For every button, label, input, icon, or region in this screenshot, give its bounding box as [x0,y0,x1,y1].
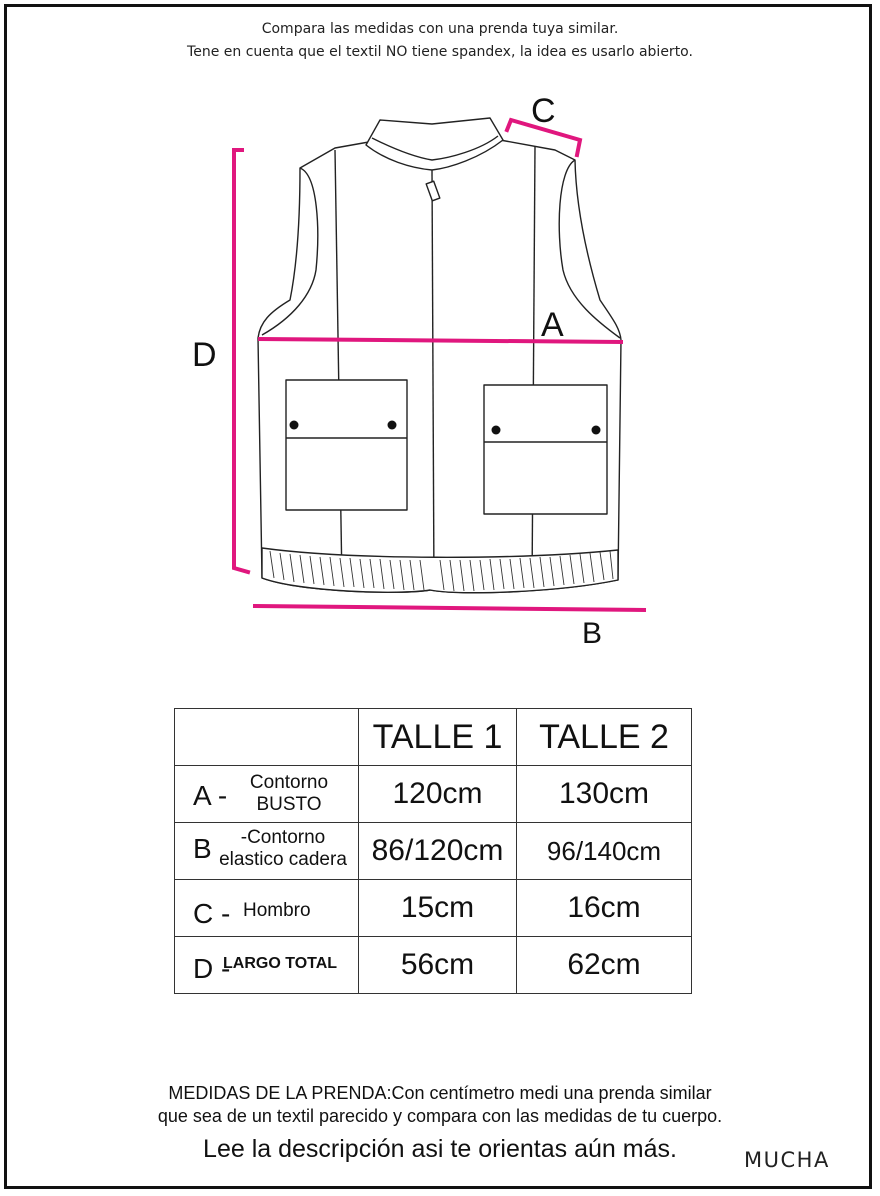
cell-talle-2: 96/140cm [517,823,692,880]
size-table-header [175,709,692,766]
cell-talle-2: 130cm [517,766,692,823]
cell-talle-2: 62cm [517,937,692,994]
row-letter: D - [193,953,231,984]
table-row [175,823,692,880]
header-talle-2: TALLE 2 [517,709,692,766]
row-name: -Contorno [240,827,326,848]
row-letter: C - [193,898,231,929]
row-label [175,766,359,823]
footer-line-2: que sea de un textil parecido y compara con las medidas de tu cuerpo. [157,1106,723,1126]
footer-line-3: Lee la descripción asi te orientas aún más. [203,1135,677,1163]
cell-talle-1: 120cm [359,766,517,823]
instruction-line-1: Compara las medidas con una prenda tuya similar. [261,21,619,37]
label-d: D [192,336,217,374]
empty-header-cell [175,709,359,766]
button-dot [388,421,397,430]
footer-line-1: MEDIDAS DE LA PRENDA:Con centímetro medi una prenda similar [168,1083,712,1103]
button-dot [592,426,601,435]
brand-logo: MUCHA [744,1148,830,1172]
measure-b-line [255,606,644,610]
row-name-2: BUSTO [256,794,322,815]
cell-talle-1: 56cm [359,937,517,994]
row-name-2: elastico cadera [219,849,347,870]
row-name: Hombro [243,900,311,921]
row-label [175,880,359,937]
table-row [175,766,692,823]
row-letter: A - [193,780,228,811]
label-b: B [582,617,603,650]
cell-talle-1: 86/120cm [359,823,517,880]
button-dot [492,426,501,435]
row-label [175,937,359,994]
size-table [174,708,692,994]
row-name: LARGO TOTAL [223,955,338,972]
vest-outline [258,118,621,593]
table-row [175,937,692,994]
cell-talle-2: 16cm [517,880,692,937]
row-label [175,823,359,880]
measure-d-line [234,150,248,572]
header-talle-1: TALLE 1 [359,709,517,766]
row-name: Contorno [249,772,329,793]
row-letter: B [193,833,212,864]
instruction-line-2: Tene en cuenta que el textil NO tiene spandex, la idea es usarlo abierto. [187,44,693,60]
label-a: A [541,306,564,344]
label-c: C [531,92,556,130]
table-row [175,880,692,937]
button-dot [290,421,299,430]
cell-talle-1: 15cm [359,880,517,937]
